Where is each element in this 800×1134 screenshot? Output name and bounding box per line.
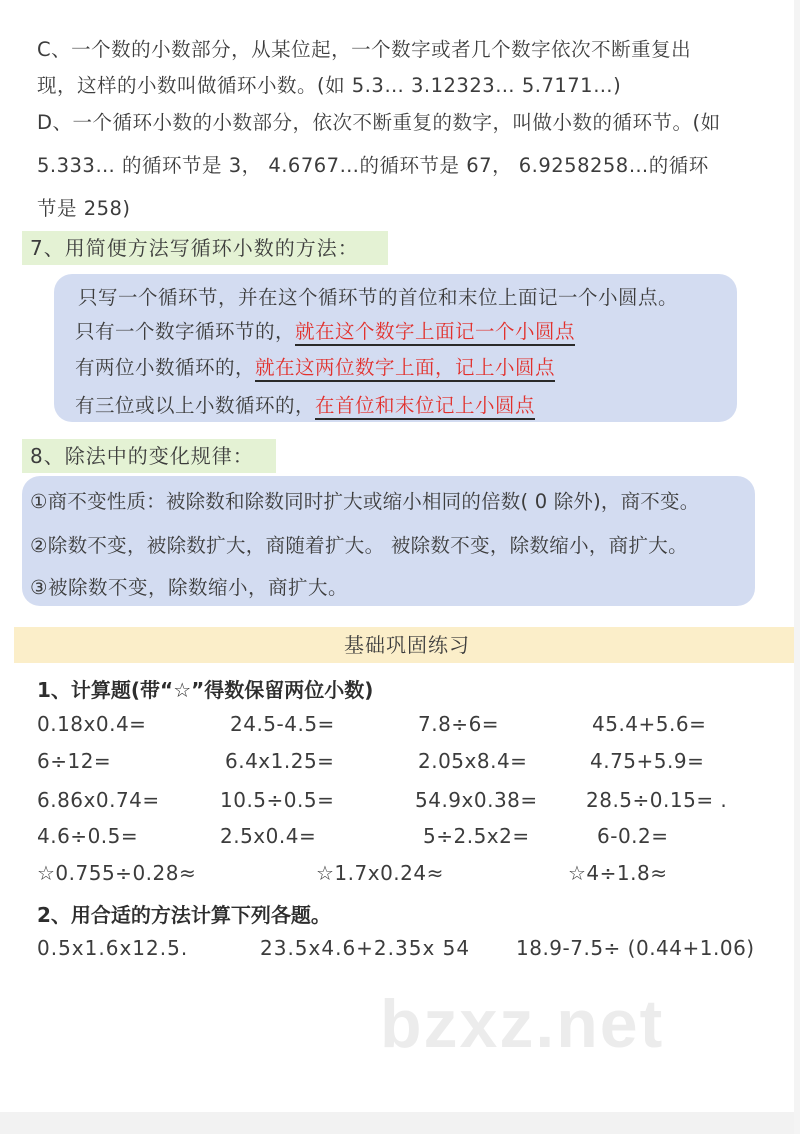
section-7-line4-prefix: 有三位或以上小数循环的， [75, 394, 316, 417]
calc-item: 4.6÷0.5= [37, 824, 139, 848]
paragraph-d-line1: D、一个循环小数的小数部分，依次不断重复的数字，叫做小数的循环节。(如 [37, 111, 721, 134]
watermark: bzxz.net [380, 986, 665, 1062]
section-7-line2-prefix: 只有一个数字循环节的， [75, 320, 296, 343]
calc-item: 6÷12= [37, 749, 112, 773]
section-7-line3-highlight: 就在这两位数字上面，记上小圆点 [255, 356, 555, 382]
section-7-line2-highlight: 就在这个数字上面记一个小圆点 [295, 320, 575, 346]
paragraph-c-line2: 现，这样的小数叫做循环小数。(如 5.3… 3.12323… 5.7171…) [37, 74, 622, 97]
calc-item: 2.05x8.4= [418, 749, 528, 773]
calc-star-item: ☆4÷1.8≈ [568, 861, 668, 885]
calc-item: 24.5-4.5= [230, 712, 335, 736]
calc-item: 2.5x0.4= [220, 824, 317, 848]
section-7-line4-highlight: 在首位和末位记上小圆点 [315, 394, 535, 420]
calc-item: 7.8÷6= [418, 712, 500, 736]
section-7-heading: 7、用简便方法写循环小数的方法： [22, 231, 388, 265]
calc-item: 6.86x0.74= [37, 788, 160, 812]
calc-item: 6-0.2= [597, 824, 669, 848]
calc-star-item: ☆0.755÷0.28≈ [37, 861, 197, 885]
calc-item: 6.4x1.25= [225, 749, 335, 773]
calc-item: 4.75+5.9= [590, 749, 705, 773]
question-2-title: 2、用合适的方法计算下列各题。 [37, 903, 331, 927]
calc-item: 18.9-7.5÷ (0.44+1.06) [516, 936, 755, 960]
section-7-line3 [75, 352, 555, 380]
question-1-title: 1、计算题(带“☆”得数保留两位小数) [37, 678, 374, 702]
section-7-line2 [75, 316, 575, 344]
section-8-heading: 8、除法中的变化规律： [22, 439, 276, 473]
calc-item: 5÷2.5x2= [423, 824, 530, 848]
paragraph-d-line3: 节是 258) [37, 197, 131, 220]
section-8-rule1: ①商不变性质：被除数和除数同时扩大或缩小相同的倍数( 0 除外)，商不变。 [30, 490, 700, 513]
right-edge [794, 0, 800, 1134]
calc-item: 54.9x0.38= [415, 788, 538, 812]
calc-item: 23.5x4.6+2.35x 54 [260, 936, 471, 960]
calc-item: 0.18x0.4= [37, 712, 147, 736]
section-7-line1: 只写一个循环节，并在这个循环节的首位和末位上面记一个小圆点。 [78, 286, 679, 309]
paragraph-c-line1: C、一个数的小数部分，从某位起，一个数字或者几个数字依次不断重复出 [37, 38, 692, 61]
calc-item: 10.5÷0.5= [220, 788, 335, 812]
section-8-rule3: ③被除数不变，除数缩小，商扩大。 [30, 576, 348, 599]
section-7-line4 [75, 390, 535, 418]
calc-item: 0.5x1.6x12.5. [37, 936, 189, 960]
paragraph-d-line2: 5.333… 的循环节是 3， 4.6767…的循环节是 67， 6.9258258…的循环 [37, 154, 709, 177]
calc-star-item: ☆1.7x0.24≈ [316, 861, 444, 885]
section-8-rule2: ②除数不变，被除数扩大，商随着扩大。 被除数不变，除数缩小，商扩大。 [30, 534, 688, 557]
bottom-strip [0, 1112, 800, 1134]
calc-item: 45.4+5.6= [592, 712, 707, 736]
calc-item: 28.5÷0.15= . [586, 788, 728, 812]
section-7-line3-prefix: 有两位小数循环的， [75, 356, 256, 379]
practice-banner: 基础巩固练习 [14, 627, 800, 663]
